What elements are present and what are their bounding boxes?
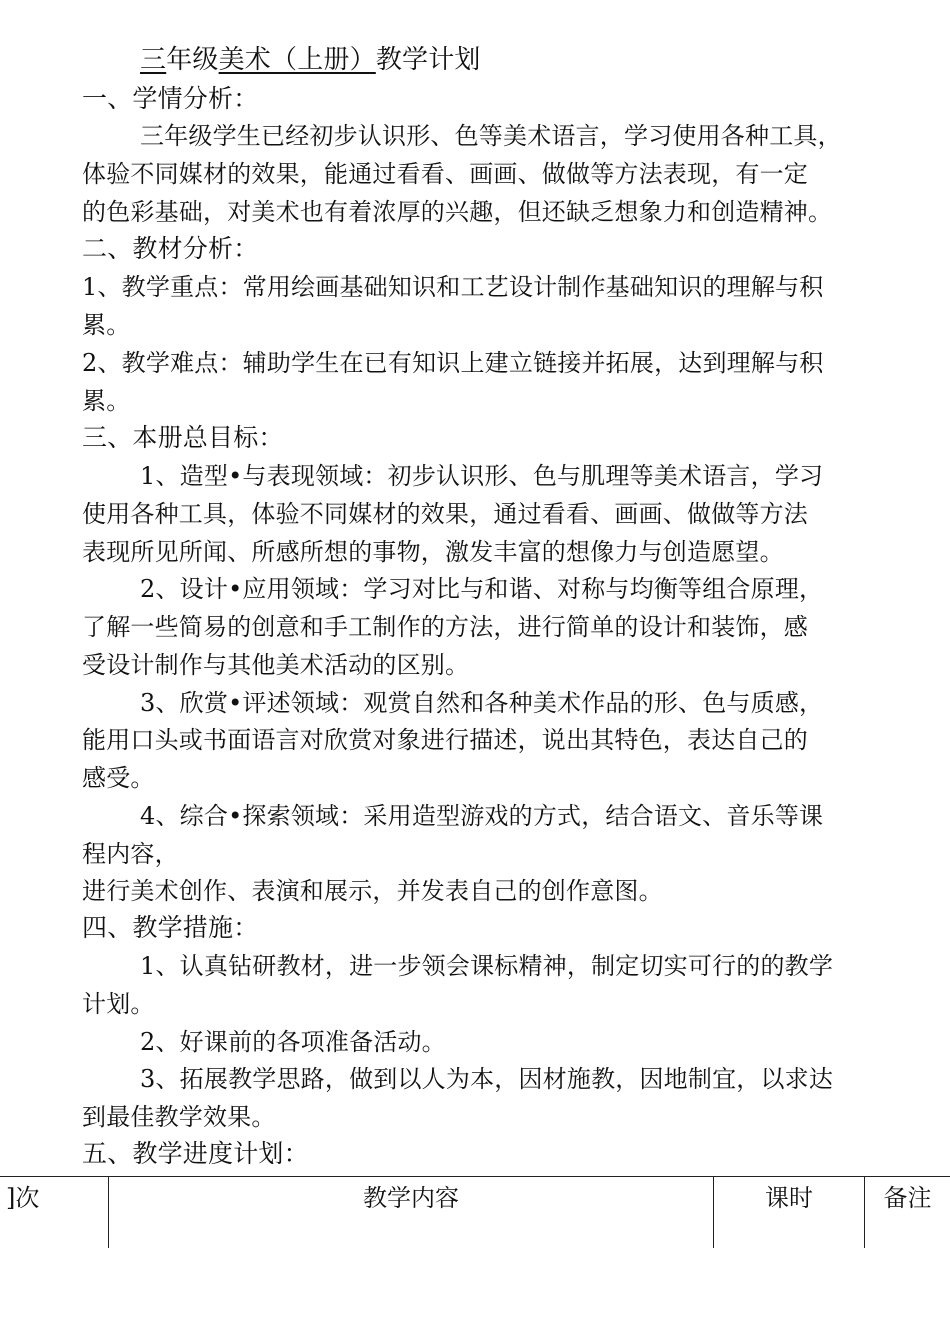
- section-heading-2: 二、教材分析：: [82, 234, 259, 263]
- section-heading-5: 五、教学进度计划：: [82, 1139, 309, 1168]
- paragraph-line: 了解一些简易的创意和手工制作的方法，进行简单的设计和装饰，感: [82, 613, 808, 641]
- paragraph-line: 1、认真钻研教材，进一步领会课标精神，制定切实可行的的教学: [140, 952, 834, 980]
- section-heading-4: 四、教学措施：: [82, 913, 259, 942]
- paragraph-line: 受设计制作与其他美术活动的区别。: [82, 651, 470, 679]
- title-grade-number: 三: [140, 45, 167, 75]
- paragraph-line: 2、好课前的各项准备活动。: [140, 1028, 446, 1056]
- table-header-row: [0, 1177, 950, 1249]
- paragraph-line: 累。: [82, 311, 131, 339]
- title-grade: 年级: [166, 45, 219, 75]
- section-heading-1: 一、学情分析：: [82, 84, 259, 113]
- paragraph-line: 感受。: [82, 764, 155, 792]
- paragraph-line: 1、教学重点：常用绘画基础知识和工艺设计制作基础知识的理解与积: [82, 273, 824, 301]
- paragraph-line: 三年级学生已经初步认识形、色等美术语言，学习使用各种工具，: [140, 122, 842, 150]
- paragraph-line: 计划。: [82, 990, 155, 1018]
- header-content: 教学内容: [109, 1177, 714, 1249]
- paragraph-line: 能用口头或书面语言对欣赏对象进行描述，说出其特色，表达自己的: [82, 726, 808, 754]
- paragraph-line: 表现所见所闻、所感所想的事物，激发丰富的想像力与创造愿望。: [82, 538, 784, 566]
- paragraph-line: 2、教学难点：辅助学生在已有知识上建立链接并拓展，达到理解与积: [82, 349, 824, 377]
- paragraph-line: 使用各种工具，体验不同媒材的效果，通过看看、画画、做做等方法: [82, 500, 808, 528]
- paragraph-line: 2、设计•应用领域：学习对比与和谐、对称与均衡等组合原理，: [140, 575, 824, 603]
- header-week: ]次: [0, 1177, 109, 1249]
- paragraph-line: 的色彩基础，对美术也有着浓厚的兴趣，但还缺乏想象力和创造精神。: [82, 198, 833, 226]
- paragraph-line: 体验不同媒材的效果，能通过看看、画画、做做等方法表现，有一定: [82, 160, 808, 188]
- paragraph-line: 1、造型•与表现领域：初步认识形、色与肌理等美术语言，学习: [140, 462, 824, 490]
- paragraph-line: 3、拓展教学思路，做到以人为本，因材施教，因地制宜，以求达: [140, 1065, 834, 1093]
- schedule-table: [0, 1176, 950, 1248]
- paragraph-line: 累。: [82, 387, 131, 415]
- paragraph-line: 到最佳教学效果。: [82, 1103, 276, 1131]
- title-subject: 美术（上册）: [218, 45, 376, 75]
- title-suffix: 教学计划: [375, 45, 481, 75]
- header-hours: 课时: [714, 1177, 865, 1249]
- section-heading-3: 三、本册总目标：: [82, 423, 284, 452]
- paragraph-line: 进行美术创作、表演和展示，并发表自己的创作意图。: [82, 877, 663, 905]
- header-notes: 备注: [865, 1177, 950, 1249]
- paragraph-line: 4、综合•探索领域：采用造型游戏的方式，结合语文、音乐等课: [140, 802, 824, 830]
- paragraph-line: 3、欣赏•评述领域：观赏自然和各种美术作品的形、色与质感，: [140, 689, 824, 717]
- page-title: [140, 45, 481, 75]
- paragraph-line: 程内容，: [82, 840, 179, 868]
